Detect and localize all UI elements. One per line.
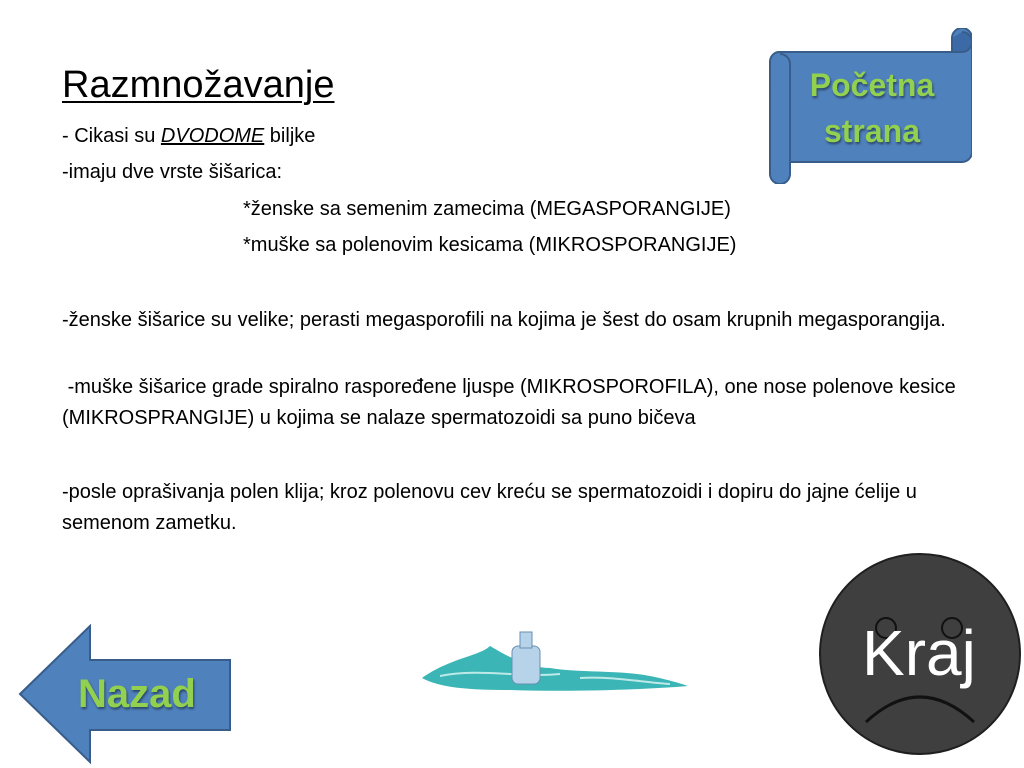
home-label-line2: strana (823, 113, 921, 149)
back-label: Nazad (78, 672, 196, 716)
emphasis-dvodome: DVODOME (160, 125, 265, 147)
text-suffix: biljke (264, 125, 316, 147)
home-label-line1: Početna (809, 67, 935, 103)
home-button[interactable] (768, 28, 972, 184)
text-line-muske: *muške sa polenovim kesicama (MIKROSPORANGIJE) (243, 234, 737, 256)
paragraph-female-cones: -ženske šišarice su velike; perasti megasporofili na kojima je šest do osam krupnih megasporangija. (62, 309, 946, 331)
text-prefix: - Cikasi su (62, 125, 161, 147)
text-line-zenske: *ženske sa semenim zamecima (MEGASPORANGIJE) (243, 198, 731, 220)
text-line-sisarice: -imaju dve vrste šišarica: (62, 161, 283, 183)
text-line-dvodome (62, 121, 315, 152)
bottle-in-water-image (420, 628, 692, 694)
paragraph-pollination: -posle oprašivanja polen klija; kroz polenovu cev kreću se spermatozoidi i dopiru do jajne ćelije u semenom zametku. (62, 481, 917, 534)
slide-title: Razmnožavanje (62, 64, 335, 106)
back-button[interactable] (18, 624, 234, 764)
end-button[interactable] (818, 552, 1022, 756)
end-label: Kraj (862, 617, 976, 689)
paragraph-male-cones: -muške šišarice grade spiralno raspoređene ljuspe (MIKROSPOROFILA), one nose polenove kesice (MIKROSPRANGIJE) u kojima se nalaze spermatozoidi sa puno bičeva (62, 376, 962, 429)
